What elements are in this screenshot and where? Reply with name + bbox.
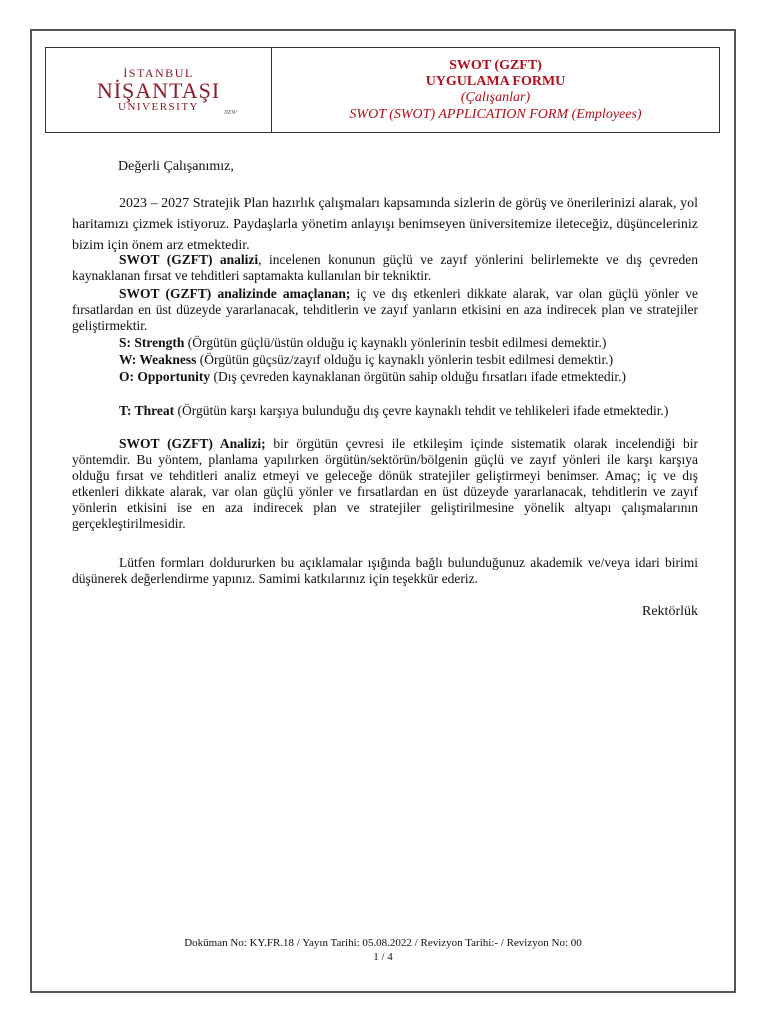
- strength-text: (Örgütün güçlü/üstün olduğu iç kaynaklı yönlerinin tesbit edilmesi demektir.): [184, 335, 607, 350]
- logo-line-istanbul: İSTANBUL: [123, 66, 194, 80]
- item-weakness: [72, 352, 698, 368]
- opportunity-text: (Dış çevreden kaynaklanan örgütün sahip olduğu fırsatları ifade etmektedir.): [210, 369, 627, 384]
- strength-term: S: Strength: [119, 335, 185, 350]
- item-strength: [72, 335, 698, 351]
- title-form: UYGULAMA FORMU: [425, 73, 566, 89]
- weakness-text: (Örgütün güçsüz/zayıf olduğu iç kaynaklı yönlerin tesbit edilmesi demektir.): [196, 352, 614, 367]
- paragraph-swot-aim: [72, 286, 698, 334]
- intro-paragraph: 2023 – 2027 Stratejik Plan hazırlık çalışmaları kapsamında sizlerin de görüş ve önerilerinizi alarak, yol haritamızı çizmek istiyoruz. Paydaşlarla yönetim anlayışı benimseyen üniversitemize ileteceğiz, düşünceleriniz bizim için önem arz etmektedir.: [72, 196, 698, 253]
- logo-line-new: NEW: [224, 110, 237, 116]
- item-opportunity: [72, 369, 698, 385]
- item-threat: [72, 403, 698, 419]
- threat-text: (Örgütün karşı karşıya bulunduğu dış çevre kaynaklı tehdit ve tehlikeleri ifade etmektedir.): [174, 403, 669, 418]
- university-logo: [46, 48, 272, 132]
- paragraph-swot-analysis: [72, 436, 698, 532]
- threat-term: T: Threat: [119, 403, 175, 418]
- weakness-term: W: Weakness: [119, 352, 197, 367]
- signature: Rektörlük: [642, 604, 698, 619]
- greeting: Değerli Çalışanımız,: [118, 159, 234, 174]
- opportunity-term: O: Opportunity: [119, 369, 211, 384]
- logo-line-university: UNIVERSITY: [118, 101, 199, 113]
- logo-line-nisantasi: NİŞANTAŞI: [96, 78, 221, 103]
- title-english: SWOT (SWOT) APPLICATION FORM (Employees): [349, 106, 642, 122]
- title-swot: SWOT (GZFT): [449, 57, 542, 73]
- closing-paragraph: Lütfen formları doldururken bu açıklamalar ışığında bağlı bulunduğunuz akademik ve/veya idari birimi düşünerek değerlendirme yapınız. Samimi katkılarınız için teşekkür ederiz.: [72, 555, 698, 586]
- document-info: Doküman No: KY.FR.18 / Yayın Tarihi: 05.08.2022 / Revizyon Tarihi:- / Revizyon No: 00: [184, 937, 582, 949]
- form-header: [45, 47, 720, 133]
- swot-aim-term: SWOT (GZFT) analizinde amaçlanan;: [119, 286, 351, 301]
- paragraph-swot-definition: [72, 252, 698, 284]
- title-audience: (Çalışanlar): [460, 89, 531, 105]
- form-title: [272, 48, 719, 132]
- swot-analysis-text: bir örgütün çevresi ile etkileşim içinde sistematik olarak incelendiği bir yöntemdir. Bu yöntem, planlama yapılırken örgütün/sektörün/bölgenin güçlü ve zayıf yönleri ile karşı karşıya olduğu fırsat ve tehditleri analiz etmeyi ve geleceğe dönük stratejiler geliştirmeyi benimser. Amaç; iç ve dış etkenleri dikkate alarak, var olan güçlü yönler ve fırsatlardan en üst düzeyde yararlanacak, tehditlerin ve zayıf yönlerin etkisini ise en aza indirecek plan ve stratejiler geliştirilmesine yönelik altyapı çalışmalarının gerçekleştirilmesidir.: [72, 436, 698, 531]
- swot-definition-term: SWOT (GZFT) analizi: [119, 252, 259, 267]
- page-number: 1 / 4: [373, 951, 393, 963]
- swot-definition-text: , incelenen konunun güçlü ve zayıf yönlerini belirlemekte ve dış çevreden kaynaklanan fırsat ve tehditleri saptamakta kullanılan bir tekniktir.: [72, 252, 698, 283]
- swot-aim-text: iç ve dış etkenleri dikkate alarak, var olan güçlü yönler ve fırsatlardan en üst düzeyde yararlanacak, tehditlerin ve zayıf yanların etkisini en aza indirecek plan ve stratejiler geliştirmektir.: [72, 286, 699, 333]
- swot-analysis-term: SWOT (GZFT) Analizi;: [119, 436, 266, 451]
